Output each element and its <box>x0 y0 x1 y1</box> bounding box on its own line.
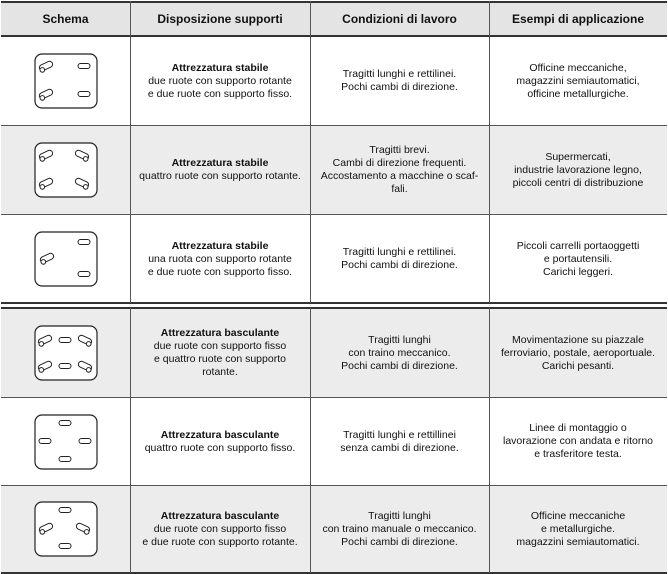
header-esempi: Esempi di applicazione <box>511 12 645 26</box>
disposition-cell <box>130 309 310 397</box>
chassis-4-fixed-icon <box>1 398 130 485</box>
table-row <box>1 215 667 303</box>
example-line: Movimentazione su piazzale <box>512 333 644 346</box>
example-line: Linee di montaggio o <box>529 422 627 434</box>
example-line: e metallurgiche. <box>540 522 616 535</box>
example-line: magazzini semiautomatici. <box>516 535 640 548</box>
row-divider <box>1 485 667 486</box>
examples-cell <box>489 486 667 572</box>
condition-line: senza cambi di direzione. <box>340 441 459 454</box>
examples-cell <box>489 398 667 485</box>
row-divider <box>1 214 667 215</box>
examples-cell <box>489 37 667 125</box>
disposition-cell <box>130 215 310 303</box>
examples-cell <box>489 126 667 214</box>
desc-line: e due ruote con supporto fisso. <box>147 87 293 100</box>
table-row <box>1 398 667 485</box>
desc-line: e due ruote con supporto fisso. <box>147 265 293 278</box>
disposition-title: Attrezzatura stabile <box>171 239 269 252</box>
conditions-cell <box>310 37 489 125</box>
conditions-cell <box>310 309 489 397</box>
example-line: Carichi pesanti. <box>541 359 615 372</box>
example-line: Piccoli carrelli portaoggetti <box>516 239 640 252</box>
example-line: Carichi leggeri. <box>542 265 614 278</box>
example-line: industrie lavorazione legno, <box>514 163 642 176</box>
examples-cell <box>489 215 667 303</box>
desc-line: due ruote con supporto fisso <box>153 340 287 352</box>
example-line: piccoli centri di distribuzione <box>512 176 644 189</box>
section-divider-bottom <box>1 307 667 309</box>
table-row <box>1 37 667 125</box>
header-schema: Schema <box>42 12 89 26</box>
disposition-cell <box>130 126 310 214</box>
row-divider <box>1 125 667 126</box>
conditions-cell <box>310 398 489 485</box>
example-line: Supermercati, <box>545 150 611 163</box>
table-row <box>1 486 667 572</box>
disposition-title: Attrezzatura basculante <box>160 428 280 441</box>
condition-line: Tragitti lunghi e rettilinei. <box>342 68 457 80</box>
table-header <box>1 1 667 37</box>
example-line: magazzini semiautomatici, <box>516 74 640 87</box>
column-divider <box>489 308 490 573</box>
disposition-title: Attrezzatura basculante <box>160 509 280 522</box>
header-disposizione: Disposizione supporti <box>157 12 283 26</box>
chassis-2-fixed-2-swivel-icon <box>1 486 130 572</box>
column-divider <box>310 308 311 573</box>
column-divider <box>130 1 131 303</box>
condition-line: Tragitti lunghi <box>368 509 431 522</box>
condition-line: Pochi cambi di direzione. <box>341 81 458 93</box>
conditions-cell <box>310 215 489 303</box>
condition-line: Tragitti lunghi e rettillinei <box>343 428 456 441</box>
desc-line: due ruote con supporto fisso <box>153 522 287 535</box>
condition-line: Pochi cambi di direzione. <box>341 259 458 271</box>
desc-line: e due ruote con supporto rotante. <box>142 535 298 548</box>
disposition-title: Attrezzatura stabile <box>171 157 269 169</box>
row-divider <box>1 397 667 398</box>
disposition-cell <box>130 37 310 125</box>
disposition-cell <box>130 486 310 572</box>
condition-line: Tragitti lunghi <box>368 333 431 346</box>
chassis-4-swivel-2-fixed-icon <box>1 309 130 397</box>
condition-line: Tragitti brevi. <box>369 144 430 156</box>
disposition-cell <box>130 398 310 485</box>
example-line: Officine meccaniche <box>530 509 626 522</box>
header-condizioni: Condizioni di lavoro <box>342 12 457 26</box>
table-row <box>1 126 667 214</box>
condition-line: Cambi di direzione frequenti. <box>332 157 467 169</box>
condition-line: fali. <box>391 183 408 195</box>
conditions-cell <box>310 126 489 214</box>
examples-cell <box>489 309 667 397</box>
desc-line: quattro ruote con supporto fisso. <box>144 441 296 454</box>
desc-line: una ruota con supporto rotante <box>148 252 292 265</box>
example-line: ferroviario, postale, aeroportuale. <box>500 346 656 359</box>
chassis-4-swivel-icon <box>1 126 130 214</box>
column-divider <box>310 1 311 303</box>
example-line: Officine meccaniche, <box>529 61 627 74</box>
column-divider <box>489 1 490 303</box>
disposition-title: Attrezzatura basculante <box>160 327 280 339</box>
column-divider <box>130 308 131 573</box>
example-line: e trasferitore testa. <box>534 448 622 460</box>
condition-line: Pochi cambi di direzione. <box>341 359 458 372</box>
example-line: officine metallurgiche. <box>527 87 629 100</box>
condition-line: Accostamento a macchine o scaf- <box>320 170 479 182</box>
example-line: e portautensili. <box>543 252 613 265</box>
chassis-1-swivel-2-fixed-icon <box>1 215 130 303</box>
desc-line: rotante. <box>202 366 238 378</box>
condition-line: con traino meccanico. <box>348 346 451 359</box>
chassis-2-swivel-2-fixed-icon <box>1 37 130 125</box>
disposition-title: Attrezzatura stabile <box>171 61 269 74</box>
desc-line: quattro ruote con supporto rotante. <box>139 170 301 182</box>
condition-line: Tragitti lunghi e rettilinei. <box>342 246 457 258</box>
desc-line: due ruote con supporto rotante <box>148 74 292 87</box>
condition-line: con traino manuale o meccanico. <box>322 522 477 535</box>
condition-line: Pochi cambi di direzione. <box>341 535 458 548</box>
conditions-cell <box>310 486 489 572</box>
example-line: lavorazione con andata e ritorno <box>502 435 653 447</box>
table-row <box>1 309 667 397</box>
desc-line: e quattro ruote con supporto <box>154 353 286 365</box>
